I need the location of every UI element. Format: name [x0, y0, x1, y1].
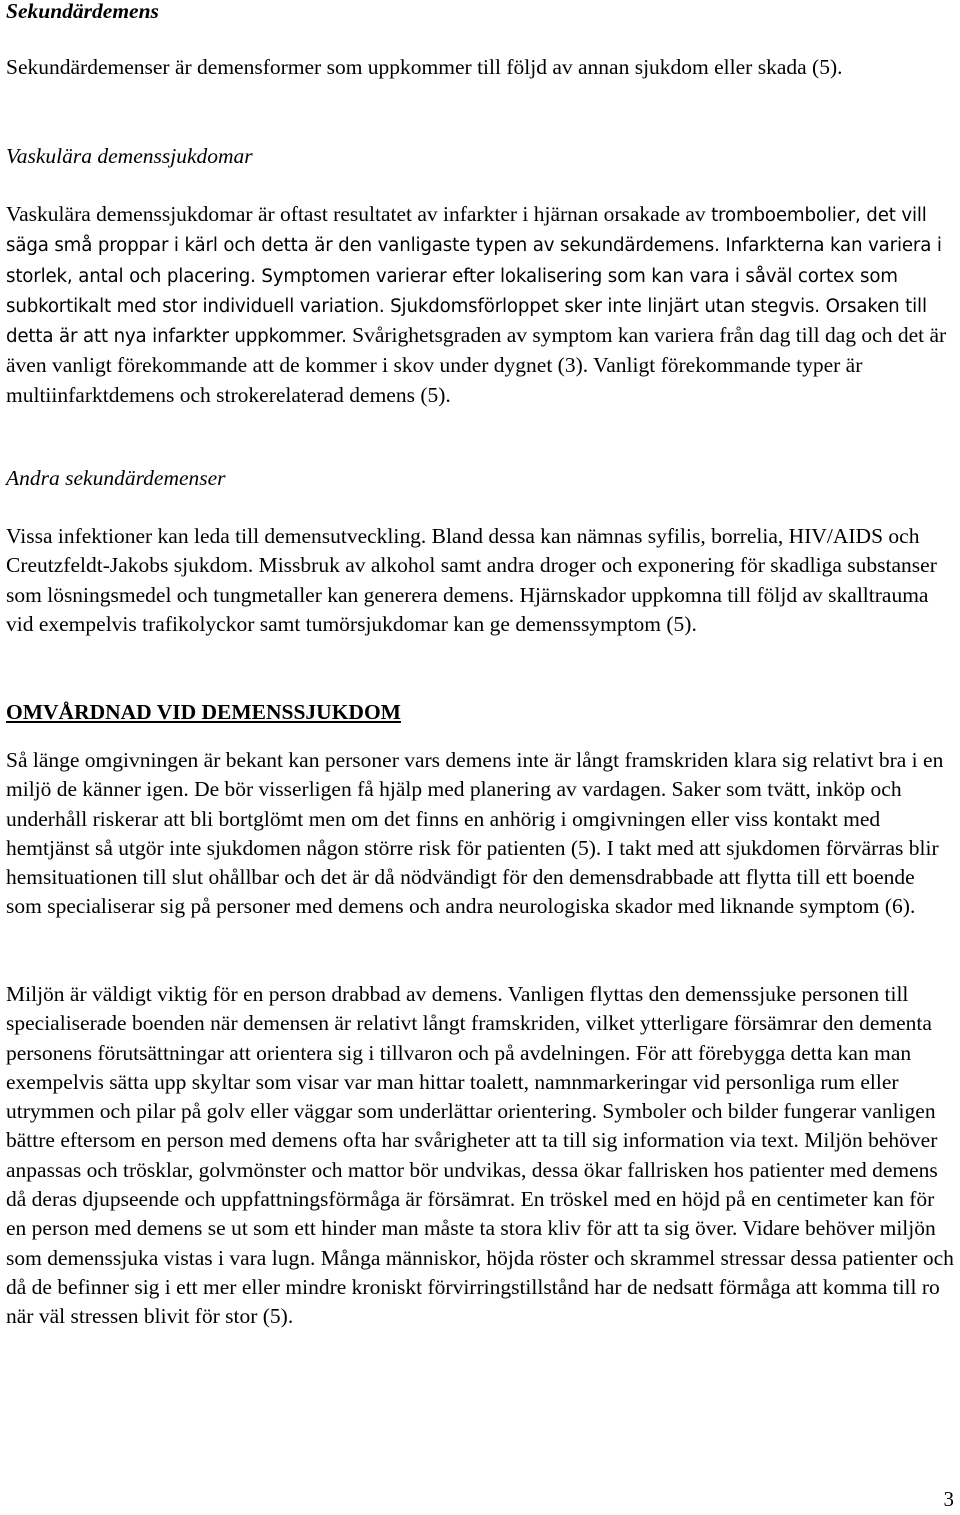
vascular-text-start: Vaskulära demenssjukdomar är oftast resultatet av infarkter i hjärnan orsakade av	[6, 202, 712, 226]
vascular-text-end: Svårighetsgraden av symptom kan variera från dag till dag och det är även vanligt förekommande att de kommer i skov under dygnet (3). Vanligt förekommande typer är multiinfarktdemens och strokerelaterad demens (5).	[6, 323, 947, 407]
vascular-paragraph	[6, 200, 954, 410]
care-paragraph-1: Så länge omgivningen är bekant kan personer vars demens inte är långt framskriden klara sig relativt bra i en miljö de känner igen. De bör visserligen få hjälp med planering av vardagen. Saker som tvätt, inköp och underhåll riskerar att bli bortglömt men om det finns en anhörig i omgivningen eller viss kontakt med hemtjänst så utgör inte sjukdomen någon större risk för patienten (5). I takt med att sjukdomen förvärras blir hemsituationen till slut ohållbar och det är då nödvändigt för den demensdrabbade att flytta till ett boende som specialiserar sig på personer med demens och andra neurologiska skador med liknande symptom (6).	[6, 748, 944, 919]
section-title: Sekundärdemens	[6, 0, 159, 23]
intro-paragraph: Sekundärdemenser är demensformer som uppkommer till följd av annan sjukdom eller skada (5).	[6, 55, 843, 79]
care-paragraph-2: Miljön är väldigt viktig för en person drabbad av demens. Vanligen flyttas den demenssjuke personen till specialiserade boenden när demensen är relativt långt framskriden, vilket ytterligare försämrar den dementa personens förutsättningar att orientera sig i tillvaron och på avdelningen. För att förebygga detta kan man exempelvis sätta upp skyltar som visar var man hittar toalett, namnmarkeringar vid personliga rum eller utrymmen och pilar på golv eller väggar som underlättar orientering. Symboler och bilder fungerar vanligen bättre eftersom en person med demens ofta har svårigheter att ta till sig information via text. Miljön behöver anpassas och trösklar, golvmönster och mattor bör undvikas, dessa ökar fallrisken hos patienter med demens då deras djupseende och uppfattningsförmåga är försämrat. En tröskel med en höjd på en centimeter kan för en person med demens se ut som ett hinder man måste ta stora kliv för att ta sig över. Vidare behöver miljön som demenssjuka vistas i vara lugn. Många människor, höjda röster och skrammel stressar dessa patienter och då de befinner sig i ett mer eller mindre kroniskt förvirringstillstånd har de nedsatt förmåga att komma till ro när väl stressen blivit för stor (5).	[6, 982, 954, 1329]
other-paragraph: Vissa infektioner kan leda till demensutveckling. Bland dessa kan nämnas syfilis, borrelia, HIV/AIDS och Creutzfeldt-Jakobs sjukdom. Missbruk av alkohol samt andra droger och exponering för skadliga substanser som lösningsmedel och tungmetaller kan generera demens. Hjärnskador uppkomna till följd av skalltrauma vid exempelvis trafikolyckor samt tumörsjukdomar kan ge demenssymptom (5).	[6, 524, 937, 636]
vascular-text-sans: tromboembolier, det vill säga små proppar i kärl och detta är den vanligaste typen av sekundärdemens. Infarkterna kan variera i storlek, antal och placering. Symptomen varierar efter lokalisering som kan vara i såväl cortex som subkortikalt med stor individuell variation. Sjukdomsförloppet sker inte linjärt utan stegvis. Orsaken till detta är att nya infarkter uppkommer.	[6, 205, 942, 348]
other-heading: Andra sekundärdemenser	[6, 466, 226, 490]
page-number: 3	[943, 1487, 954, 1511]
care-heading: OMVÅRDNAD VID DEMENSSJUKDOM	[6, 700, 401, 724]
vascular-heading: Vaskulära demenssjukdomar	[6, 144, 253, 168]
